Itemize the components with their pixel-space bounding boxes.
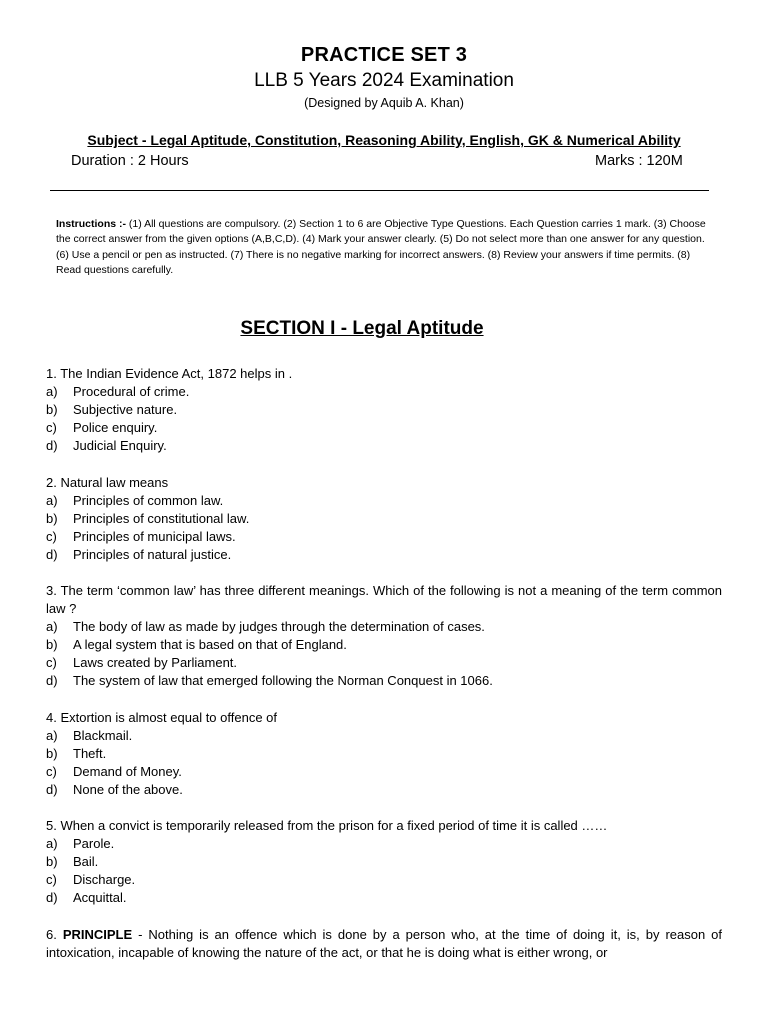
- option-a: [46, 835, 722, 853]
- option-letter: d): [46, 673, 58, 688]
- option-c: [46, 654, 722, 672]
- practice-set-title: PRACTICE SET 3: [300, 44, 468, 66]
- option-b: [46, 401, 722, 419]
- principle-text: - Nothing is an offence which is done by a person who, at the time of doing it, is, by reason of intoxication, incapable of knowing the nature of the act, or that he is doing what is either wrong, or: [46, 926, 722, 960]
- option-letter: c): [46, 763, 57, 779]
- subject-line: Subject - Legal Aptitude, Constitution, Reasoning Ability, English, GK & Numerical Ability: [87, 132, 681, 148]
- instructions-label: Instructions :-: [56, 218, 126, 230]
- question-2: [46, 474, 722, 564]
- option-a: [46, 383, 722, 401]
- option-b: [46, 853, 722, 871]
- principle-label: PRINCIPLE: [62, 926, 133, 942]
- option-text: Theft.: [73, 745, 107, 761]
- option-b: [46, 745, 722, 763]
- option-letter: c): [46, 420, 57, 435]
- option-text: Principles of constitutional law.: [73, 510, 250, 526]
- question-number: 6.: [46, 926, 57, 942]
- question-text: [46, 926, 722, 962]
- marks-text: Marks : 120M: [595, 153, 683, 169]
- option-letter: b): [46, 637, 58, 652]
- question-4: [46, 709, 722, 799]
- option-letter: a): [46, 492, 58, 508]
- option-text: Principles of natural justice.: [73, 546, 232, 562]
- option-text: Subjective nature.: [73, 402, 178, 417]
- section-heading: SECTION I - Legal Aptitude: [240, 318, 484, 339]
- question-text: 3. The term ‘common law’ has three different meanings. Which of the following is not a meaning of the term common law ?: [46, 583, 722, 616]
- question-6: [46, 926, 722, 962]
- option-letter: b): [46, 402, 58, 417]
- option-c: [46, 763, 722, 781]
- option-a: [46, 618, 722, 636]
- option-letter: d): [46, 438, 58, 453]
- instructions-text: (1) All questions are compulsory. (2) Section 1 to 6 are Objective Type Questions. Each Question carries 1 mark. (3) Choose the correct answer from the given options (A,B,C,D). (4) Mark your answer clearly. (5) Do not select more than one answer for any question. (6) Use a pencil or pen as instructed. (7) There is no negative marking for incorrect answers. (8) Review your answers if time permits. (8) Read questions carefully.: [56, 218, 706, 277]
- option-b: [46, 636, 722, 654]
- option-letter: b): [46, 745, 58, 761]
- header-divider: [50, 190, 709, 191]
- option-text: A legal system that is based on that of England.: [73, 637, 347, 652]
- option-text: Demand of Money.: [73, 763, 182, 779]
- option-text: Procedural of crime.: [73, 384, 190, 399]
- option-letter: d): [46, 781, 58, 797]
- option-b: [46, 510, 722, 528]
- option-text: None of the above.: [73, 781, 183, 797]
- question-3: [46, 582, 722, 690]
- designer-credit: (Designed by Aquib A. Khan): [304, 96, 464, 110]
- option-letter: d): [46, 890, 58, 905]
- question-5: [46, 817, 722, 907]
- option-d: [46, 672, 722, 690]
- option-d: [46, 546, 722, 564]
- question-text: 4. Extortion is almost equal to offence of: [46, 709, 278, 725]
- option-d: [46, 437, 722, 455]
- option-letter: c): [46, 655, 57, 670]
- option-text: The body of law as made by judges through the determination of cases.: [73, 619, 485, 634]
- option-letter: d): [46, 546, 58, 562]
- option-d: [46, 889, 722, 907]
- option-letter: c): [46, 528, 57, 544]
- option-letter: c): [46, 872, 57, 887]
- option-letter: b): [46, 854, 58, 869]
- option-a: [46, 727, 722, 745]
- option-letter: a): [46, 727, 58, 743]
- option-text: Acquittal.: [73, 890, 127, 905]
- option-text: Parole.: [73, 836, 115, 851]
- question-1: [46, 365, 722, 455]
- option-c: [46, 871, 722, 889]
- option-letter: b): [46, 510, 58, 526]
- option-c: [46, 419, 722, 437]
- option-letter: a): [46, 619, 58, 634]
- option-text: Principles of common law.: [73, 492, 224, 508]
- option-text: Police enquiry.: [73, 420, 158, 435]
- option-text: Blackmail.: [73, 727, 133, 743]
- option-text: Laws created by Parliament.: [73, 655, 238, 670]
- duration-text: Duration : 2 Hours: [71, 153, 189, 169]
- option-a: [46, 492, 722, 510]
- option-letter: a): [46, 836, 58, 851]
- option-text: The system of law that emerged following the Norman Conquest in 1066.: [73, 673, 493, 688]
- question-text: 2. Natural law means: [46, 474, 169, 490]
- exam-title: LLB 5 Years 2024 Examination: [254, 70, 514, 91]
- option-letter: a): [46, 384, 58, 399]
- question-list: [46, 365, 722, 980]
- question-text: 1. The Indian Evidence Act, 1872 helps in .: [46, 366, 293, 381]
- instructions-block: [56, 217, 711, 279]
- option-d: [46, 781, 722, 799]
- option-c: [46, 528, 722, 546]
- option-text: Discharge.: [73, 872, 136, 887]
- option-text: Judicial Enquiry.: [73, 438, 167, 453]
- question-text: 5. When a convict is temporarily released from the prison for a fixed period of time it is called ……: [46, 818, 608, 833]
- option-text: Principles of municipal laws.: [73, 528, 236, 544]
- option-text: Bail.: [73, 854, 99, 869]
